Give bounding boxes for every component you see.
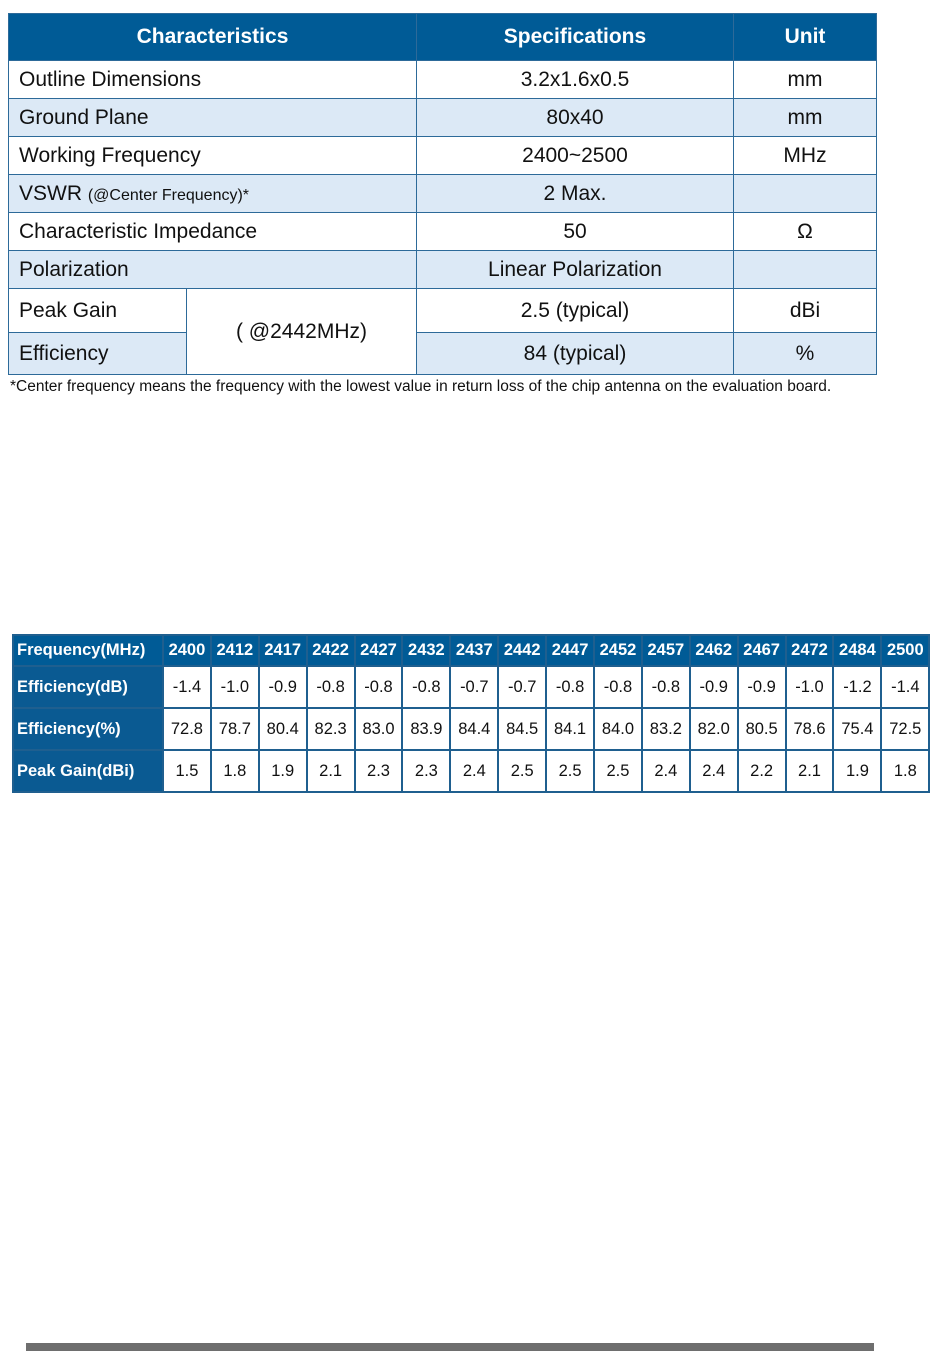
table-cell: -0.7 — [498, 666, 546, 708]
table-cell: 2.5 — [498, 750, 546, 792]
frequency-header-label: Frequency(MHz) — [13, 635, 163, 666]
header-characteristics: Characteristics — [9, 14, 417, 61]
spec-label: Characteristic Impedance — [9, 213, 417, 251]
spec-label: Ground Plane — [9, 99, 417, 137]
table-cell: 72.8 — [163, 708, 211, 750]
spec-unit — [734, 175, 877, 213]
frequency-header-cell: 2452 — [594, 635, 642, 666]
spec-value: 50 — [417, 213, 734, 251]
spec-row-vswr — [9, 175, 877, 213]
table-cell: -0.8 — [546, 666, 594, 708]
spec-row-outline — [9, 61, 877, 99]
table-cell: -0.9 — [259, 666, 307, 708]
footnote: *Center frequency means the frequency with the lowest value in return loss of the chip antenna on the evaluation board. — [10, 378, 832, 395]
table-cell: 82.0 — [690, 708, 738, 750]
table-cell: -0.7 — [450, 666, 498, 708]
spec-value: 80x40 — [417, 99, 734, 137]
spec-label: Peak Gain — [9, 289, 187, 333]
table-cell: 75.4 — [833, 708, 881, 750]
table-cell: 72.5 — [881, 708, 929, 750]
spec-row-polarization — [9, 251, 877, 289]
table-cell: 2.4 — [642, 750, 690, 792]
frequency-header-cell: 2422 — [307, 635, 355, 666]
table-cell: 83.9 — [402, 708, 450, 750]
table-cell: -0.8 — [355, 666, 403, 708]
table-cell: 2.5 — [594, 750, 642, 792]
table-cell: 84.5 — [498, 708, 546, 750]
spec-row-efficiency — [9, 333, 877, 375]
table-cell: 1.9 — [259, 750, 307, 792]
frequency-header-cell: 2437 — [450, 635, 498, 666]
spec-value: 84 (typical) — [417, 333, 734, 375]
spec-label-note: (@Center Frequency)* — [87, 186, 250, 204]
header-specifications: Specifications — [417, 14, 734, 61]
frequency-header-cell: 2462 — [690, 635, 738, 666]
spec-unit: % — [734, 333, 877, 375]
table-row — [13, 750, 929, 792]
specifications-table — [8, 13, 877, 375]
frequency-header-cell: 2457 — [642, 635, 690, 666]
spec-condition: ( @2442MHz) — [187, 289, 417, 375]
spec-value: 2400~2500 — [417, 137, 734, 175]
spec-label: Polarization — [9, 251, 417, 289]
frequency-header-row — [13, 635, 929, 666]
frequency-table — [12, 634, 930, 793]
row-label: Peak Gain(dBi) — [13, 750, 163, 792]
table-cell: 1.9 — [833, 750, 881, 792]
table-cell: -0.8 — [594, 666, 642, 708]
spec-label: Working Frequency — [9, 137, 417, 175]
table-cell: 78.7 — [211, 708, 259, 750]
spec-unit: mm — [734, 61, 877, 99]
table-cell: 2.3 — [402, 750, 450, 792]
spec-row-impedance — [9, 213, 877, 251]
table-row — [13, 666, 929, 708]
spec-row-ground-plane — [9, 99, 877, 137]
spec-label-text: VSWR — [19, 181, 82, 205]
spec-label: Outline Dimensions — [9, 61, 417, 99]
table-cell: 84.4 — [450, 708, 498, 750]
row-label: Efficiency(%) — [13, 708, 163, 750]
table-cell: 2.2 — [738, 750, 786, 792]
spec-value: 2.5 (typical) — [417, 289, 734, 333]
frequency-header-cell: 2442 — [498, 635, 546, 666]
table-cell: -1.4 — [881, 666, 929, 708]
frequency-header-cell: 2500 — [881, 635, 929, 666]
frequency-header-cell: 2417 — [259, 635, 307, 666]
frequency-header-cell: 2472 — [786, 635, 834, 666]
table-cell: 1.5 — [163, 750, 211, 792]
header-unit: Unit — [734, 14, 877, 61]
table-cell: 2.1 — [786, 750, 834, 792]
spec-unit — [734, 251, 877, 289]
spec-value: 3.2x1.6x0.5 — [417, 61, 734, 99]
frequency-header-cell: 2412 — [211, 635, 259, 666]
table-cell: 80.4 — [259, 708, 307, 750]
frequency-header-cell: 2467 — [738, 635, 786, 666]
table-cell: 2.5 — [546, 750, 594, 792]
frequency-header-cell: 2432 — [402, 635, 450, 666]
frequency-header-cell: 2447 — [546, 635, 594, 666]
frequency-header-cell: 2400 — [163, 635, 211, 666]
spec-label: Efficiency — [9, 333, 187, 375]
table-cell: 2.1 — [307, 750, 355, 792]
table-cell: 2.4 — [690, 750, 738, 792]
table-cell: 2.4 — [450, 750, 498, 792]
table-cell: -1.4 — [163, 666, 211, 708]
spec-row-working-frequency — [9, 137, 877, 175]
spec-row-peak-gain — [9, 289, 877, 333]
spec-value: Linear Polarization — [417, 251, 734, 289]
table-cell: -1.0 — [211, 666, 259, 708]
footer-divider — [26, 1343, 874, 1351]
table-cell: 84.1 — [546, 708, 594, 750]
table-cell: 80.5 — [738, 708, 786, 750]
table-cell: 2.3 — [355, 750, 403, 792]
frequency-header-cell: 2427 — [355, 635, 403, 666]
table-cell: 78.6 — [786, 708, 834, 750]
spec-unit: dBi — [734, 289, 877, 333]
table-cell: 83.2 — [642, 708, 690, 750]
table-cell: -1.2 — [833, 666, 881, 708]
spec-label — [9, 175, 417, 213]
table-cell: -0.8 — [402, 666, 450, 708]
spec-unit: MHz — [734, 137, 877, 175]
table-cell: -0.9 — [690, 666, 738, 708]
table-row — [13, 708, 929, 750]
table-cell: -1.0 — [786, 666, 834, 708]
table-cell: 82.3 — [307, 708, 355, 750]
table-cell: -0.9 — [738, 666, 786, 708]
table-cell: -0.8 — [307, 666, 355, 708]
table-cell: 1.8 — [211, 750, 259, 792]
row-label: Efficiency(dB) — [13, 666, 163, 708]
table-cell: 1.8 — [881, 750, 929, 792]
spec-unit: mm — [734, 99, 877, 137]
spec-value: 2 Max. — [417, 175, 734, 213]
table-cell: -0.8 — [642, 666, 690, 708]
frequency-header-cell: 2484 — [833, 635, 881, 666]
table-cell: 84.0 — [594, 708, 642, 750]
spec-unit: Ω — [734, 213, 877, 251]
table-cell: 83.0 — [355, 708, 403, 750]
